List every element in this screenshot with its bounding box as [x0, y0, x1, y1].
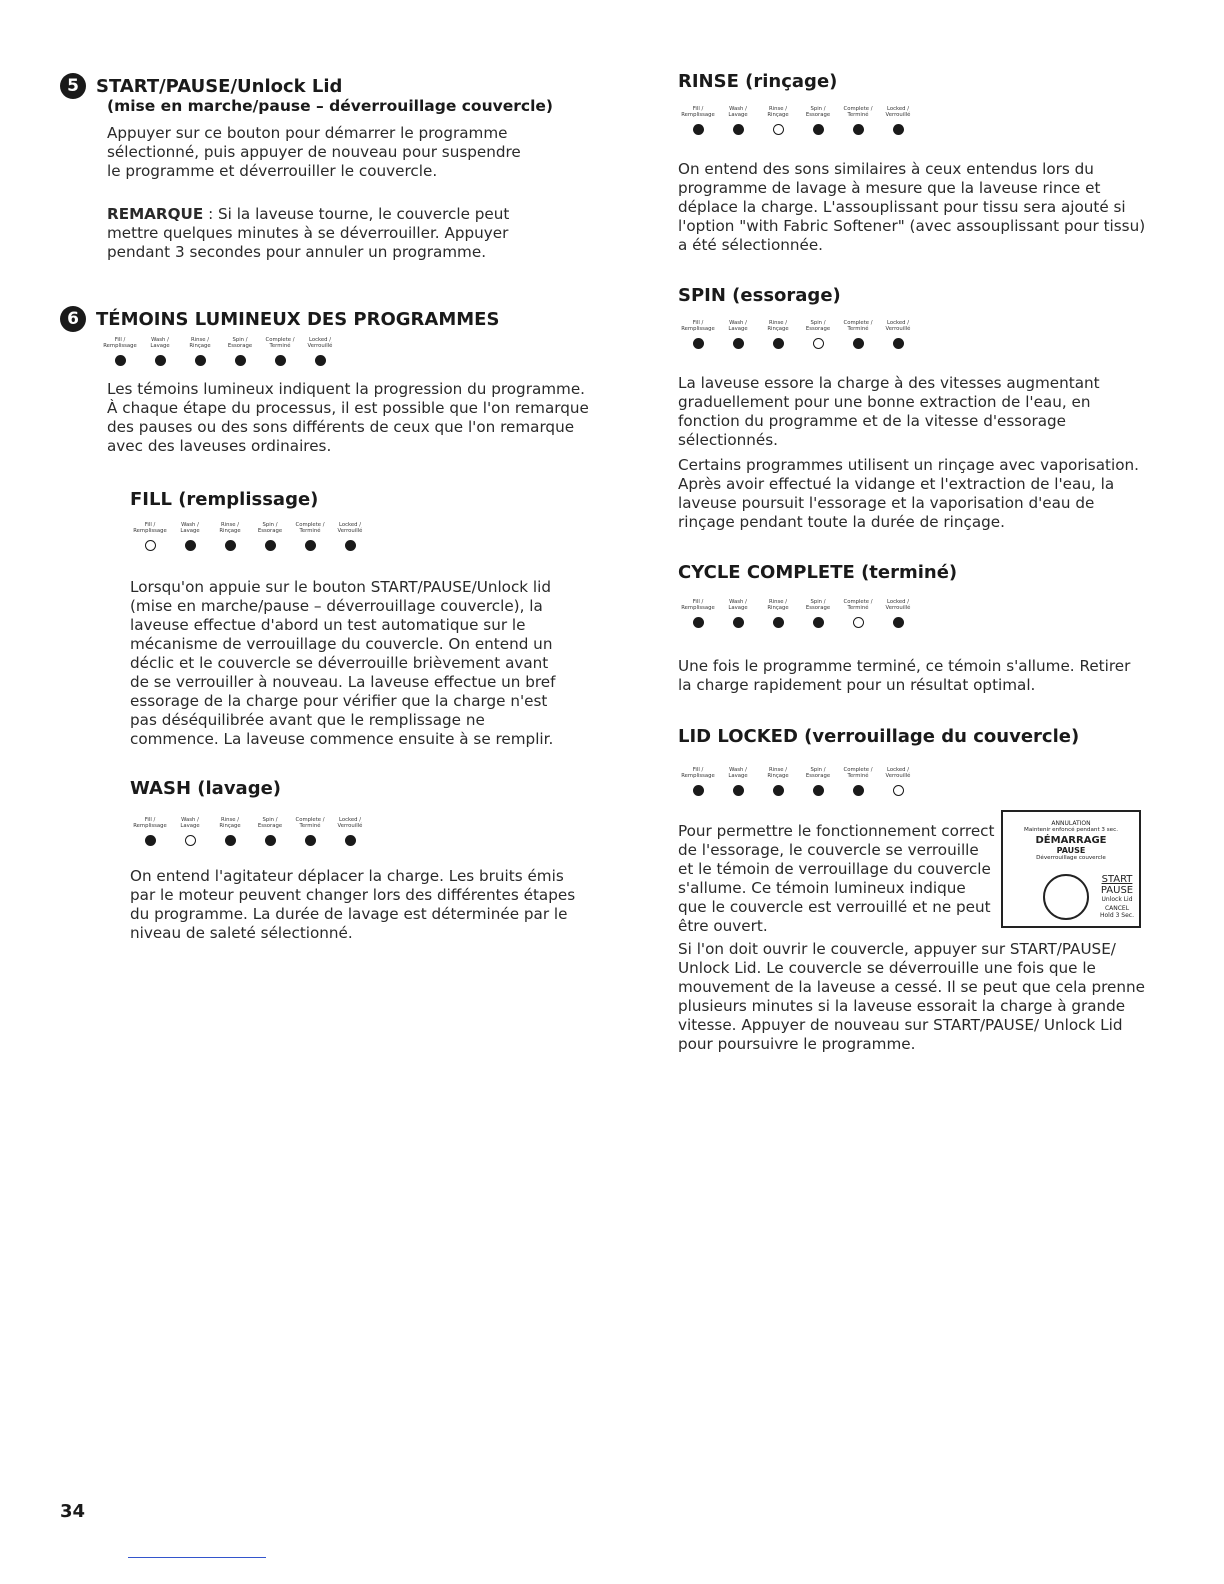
section-6-header — [60, 306, 499, 332]
indicator-light — [155, 355, 166, 366]
indicator-labels — [678, 320, 918, 332]
wash-title: WASH (lavage) — [130, 778, 282, 799]
indicator-light-active — [773, 124, 784, 135]
indicator-light — [185, 540, 196, 551]
indicator-light — [345, 835, 356, 846]
indicator-light — [115, 355, 126, 366]
panel-unlock: Unlock Lid — [1101, 896, 1133, 903]
indicator-label: Complete / Terminé — [295, 522, 325, 534]
indicator-label: Spin / Essorage — [227, 337, 253, 349]
indicator-label: Rinse / Rinçage — [189, 337, 211, 349]
indicator-light — [145, 835, 156, 846]
complete-text: Une fois le programme terminé, ce témoin s'allume. Retirer la charge rapidement pour un résultat optimal. — [678, 657, 1131, 694]
indicator-dots — [678, 617, 918, 628]
section-5-note — [107, 205, 527, 262]
indicator-labels — [130, 522, 370, 534]
indicator-light — [733, 338, 744, 349]
indicator-light-active — [185, 835, 196, 846]
indicator-label: Spin / Essorage — [805, 320, 831, 332]
indicator-light-active — [893, 785, 904, 796]
indicator-strip-fill — [130, 522, 370, 551]
indicator-light — [893, 124, 904, 135]
indicator-labels — [678, 106, 918, 118]
indicator-label: Spin / Essorage — [805, 106, 831, 118]
indicator-label: Spin / Essorage — [257, 817, 283, 829]
indicator-dots — [100, 355, 340, 366]
section-6-paragraph: Les témoins lumineux indiquent la progression du programme. À chaque étape du processus, il est possible que l'on remarque des pauses ou des sons différents de ceux que l'on remarque avec des laveuses ordinaires. — [107, 380, 589, 455]
footer-rule — [128, 1557, 266, 1558]
indicator-label: Wash / Lavage — [180, 522, 200, 534]
indicator-label: Rinse / Rinçage — [767, 106, 789, 118]
indicator-label: Fill / Remplissage — [103, 337, 137, 349]
indicator-dots — [678, 785, 918, 796]
indicator-light-active — [145, 540, 156, 551]
indicator-strip-complete — [678, 599, 918, 628]
section-5-title: START/PAUSE/Unlock Lid — [96, 75, 343, 97]
indicator-label: Complete / Terminé — [843, 106, 873, 118]
indicator-light-active — [853, 617, 864, 628]
panel-right-labels — [1097, 874, 1137, 919]
indicator-label: Complete / Terminé — [843, 599, 873, 611]
indicator-label: Spin / Essorage — [805, 767, 831, 779]
indicator-dots — [130, 540, 370, 551]
locked-title: LID LOCKED (verrouillage du couvercle) — [678, 726, 1080, 747]
spin-text-1: La laveuse essore la charge à des vitesses augmentant graduellement pour une bonne extraction de l'eau, en fonction du programme et de la vitesse d'essorage sélectionnés. — [678, 374, 1100, 449]
fill-title: FILL (remplissage) — [130, 489, 319, 510]
indicator-labels — [678, 599, 918, 611]
indicator-label: Spin / Essorage — [805, 599, 831, 611]
indicator-light — [225, 540, 236, 551]
indicator-label: Complete / Terminé — [295, 817, 325, 829]
indicator-label: Rinse / Rinçage — [767, 767, 789, 779]
indicator-light — [315, 355, 326, 366]
indicator-light — [235, 355, 246, 366]
indicator-label: Rinse / Rinçage — [219, 817, 241, 829]
start-button-graphic — [1043, 874, 1089, 920]
panel-annulation: ANNULATION — [1051, 820, 1091, 827]
indicator-labels — [100, 337, 340, 349]
panel-demarrage: DÉMARRAGE — [1035, 835, 1107, 846]
indicator-label: Rinse / Rinçage — [767, 599, 789, 611]
indicator-light — [853, 338, 864, 349]
indicator-label: Fill / Remplissage — [681, 767, 715, 779]
indicator-strip — [100, 337, 340, 366]
page-number: 34 — [60, 1501, 86, 1522]
indicator-light — [773, 338, 784, 349]
indicator-light — [813, 124, 824, 135]
indicator-light — [773, 617, 784, 628]
indicator-dots — [678, 338, 918, 349]
indicator-light — [225, 835, 236, 846]
indicator-label: Wash / Lavage — [728, 599, 748, 611]
indicator-label: Locked / Verrouillé — [885, 106, 911, 118]
indicator-dots — [678, 124, 918, 135]
indicator-light-active — [813, 338, 824, 349]
section-5-paragraph: Appuyer sur ce bouton pour démarrer le programme sélectionné, puis appuyer de nouveau pour suspendre le programme et déverrouiller le couvercle. — [107, 124, 521, 180]
spin-title: SPIN (essorage) — [678, 285, 841, 306]
indicator-light — [693, 785, 704, 796]
section-number-badge: 6 — [60, 306, 86, 332]
indicator-strip-locked — [678, 767, 918, 796]
panel-cancel: CANCEL — [1104, 905, 1130, 912]
note-label: REMARQUE — [107, 205, 204, 223]
indicator-light — [733, 785, 744, 796]
complete-title: CYCLE COMPLETE (terminé) — [678, 562, 958, 583]
panel-deverrouillage: Déverrouillage couvercle — [1036, 855, 1106, 861]
indicator-label: Locked / Verrouillé — [337, 522, 363, 534]
indicator-light — [195, 355, 206, 366]
indicator-strip-rinse — [678, 106, 918, 135]
indicator-dots — [130, 835, 370, 846]
indicator-label: Complete / Terminé — [843, 320, 873, 332]
indicator-strip-wash — [130, 817, 370, 846]
panel-pause-en: PAUSE — [1100, 885, 1134, 896]
indicator-light — [265, 835, 276, 846]
indicator-light — [733, 617, 744, 628]
indicator-label: Wash / Lavage — [728, 320, 748, 332]
section-6-title: TÉMOINS LUMINEUX DES PROGRAMMES — [96, 308, 500, 330]
indicator-light — [305, 835, 316, 846]
indicator-labels — [130, 817, 370, 829]
indicator-light — [893, 617, 904, 628]
indicator-light — [345, 540, 356, 551]
indicator-light — [733, 124, 744, 135]
indicator-light — [813, 617, 824, 628]
panel-start: START — [1101, 874, 1133, 885]
locked-text-1: Pour permettre le fonctionnement correct de l'essorage, le couvercle se verrouille et le témoin de verrouillage du couvercle s'allume. Ce témoin lumineux indique que le couvercle est verrouillé et ne peut être ouvert. — [678, 822, 995, 935]
indicator-label: Wash / Lavage — [728, 767, 748, 779]
indicator-label: Fill / Remplissage — [133, 817, 167, 829]
indicator-light — [693, 124, 704, 135]
indicator-label: Fill / Remplissage — [133, 522, 167, 534]
indicator-label: Locked / Verrouillé — [885, 599, 911, 611]
indicator-label: Complete / Terminé — [843, 767, 873, 779]
wash-text: On entend l'agitateur déplacer la charge. Les bruits émis par le moteur peuvent changer lors des différentes étapes du programme. La durée de lavage est déterminée par le niveau de saleté sélectionné. — [130, 867, 576, 942]
indicator-labels — [678, 767, 918, 779]
spin-text-2: Certains programmes utilisent un rinçage avec vaporisation. Après avoir effectué la vidange et l'extraction de l'eau, la laveuse poursuit l'essorage et la vaporisation d'eau de rinçage pendant toute la durée de rinçage. — [678, 456, 1139, 531]
rinse-title: RINSE (rinçage) — [678, 71, 838, 92]
indicator-label: Fill / Remplissage — [681, 320, 715, 332]
indicator-light — [773, 785, 784, 796]
panel-hold: Hold 3 Sec. — [1100, 912, 1134, 919]
indicator-label: Wash / Lavage — [728, 106, 748, 118]
indicator-light — [853, 785, 864, 796]
indicator-label: Fill / Remplissage — [681, 106, 715, 118]
indicator-label: Rinse / Rinçage — [219, 522, 241, 534]
indicator-light — [265, 540, 276, 551]
section-5-header — [60, 73, 342, 99]
indicator-strip-spin — [678, 320, 918, 349]
fill-text: Lorsqu'on appuie sur le bouton START/PAUSE/Unlock lid (mise en marche/pause – déverrouillage couvercle), la laveuse effectue d'abord un test automatique sur le mécanisme de verrouillage du couvercle. On entend un déclic et le couvercle se déverrouille brièvement avant de se verrouiller à nouveau. La laveuse effectue un bref essorage de la charge pour vérifier que la charge n'est pas déséquilibrée avant que le remplissage ne commence. La laveuse commence ensuite à se remplir. — [130, 578, 556, 748]
indicator-label: Wash / Lavage — [150, 337, 170, 349]
control-panel-illustration — [1001, 810, 1141, 928]
indicator-label: Fill / Remplissage — [681, 599, 715, 611]
section-5-subtitle: (mise en marche/pause – déverrouillage couvercle) — [107, 97, 553, 115]
indicator-label: Locked / Verrouillé — [885, 320, 911, 332]
indicator-label: Locked / Verrouillé — [885, 767, 911, 779]
indicator-light — [275, 355, 286, 366]
indicator-light — [305, 540, 316, 551]
indicator-light — [853, 124, 864, 135]
indicator-label: Complete / Terminé — [265, 337, 295, 349]
indicator-label: Rinse / Rinçage — [767, 320, 789, 332]
indicator-light — [693, 338, 704, 349]
section-number-badge: 5 — [60, 73, 86, 99]
note-text: : Si la laveuse tourne, le couvercle peut mettre quelques minutes à se déverrouiller. Appuyer pendant 3 secondes pour annuler un programme. — [107, 205, 510, 261]
panel-pause-fr: PAUSE — [1056, 846, 1086, 855]
indicator-label: Locked / Verrouillé — [337, 817, 363, 829]
locked-text-2: Si l'on doit ouvrir le couvercle, appuyer sur START/PAUSE/ Unlock Lid. Le couvercle se déverrouille une fois que le mouvement de la laveuse a cessé. Il se peut que cela prenne plusieurs minutes si la laveuse essorait la charge à grande vitesse. Appuyer de nouveau sur START/PAUSE/ Unlock Lid pour poursuivre le programme. — [678, 940, 1145, 1053]
indicator-label: Locked / Verrouillé — [307, 337, 333, 349]
indicator-label: Spin / Essorage — [257, 522, 283, 534]
indicator-light — [813, 785, 824, 796]
indicator-light — [693, 617, 704, 628]
indicator-light — [893, 338, 904, 349]
panel-maintenir: Maintenir enfoncé pendant 3 sec. — [1024, 827, 1118, 833]
rinse-text: On entend des sons similaires à ceux entendus lors du programme de lavage à mesure que la laveuse rince et déplace la charge. L'assouplissant pour tissu sera ajouté si l'option "with Fabric Softener" (avec assouplissant pour tissu) a été sélectionnée. — [678, 160, 1146, 254]
indicator-label: Wash / Lavage — [180, 817, 200, 829]
